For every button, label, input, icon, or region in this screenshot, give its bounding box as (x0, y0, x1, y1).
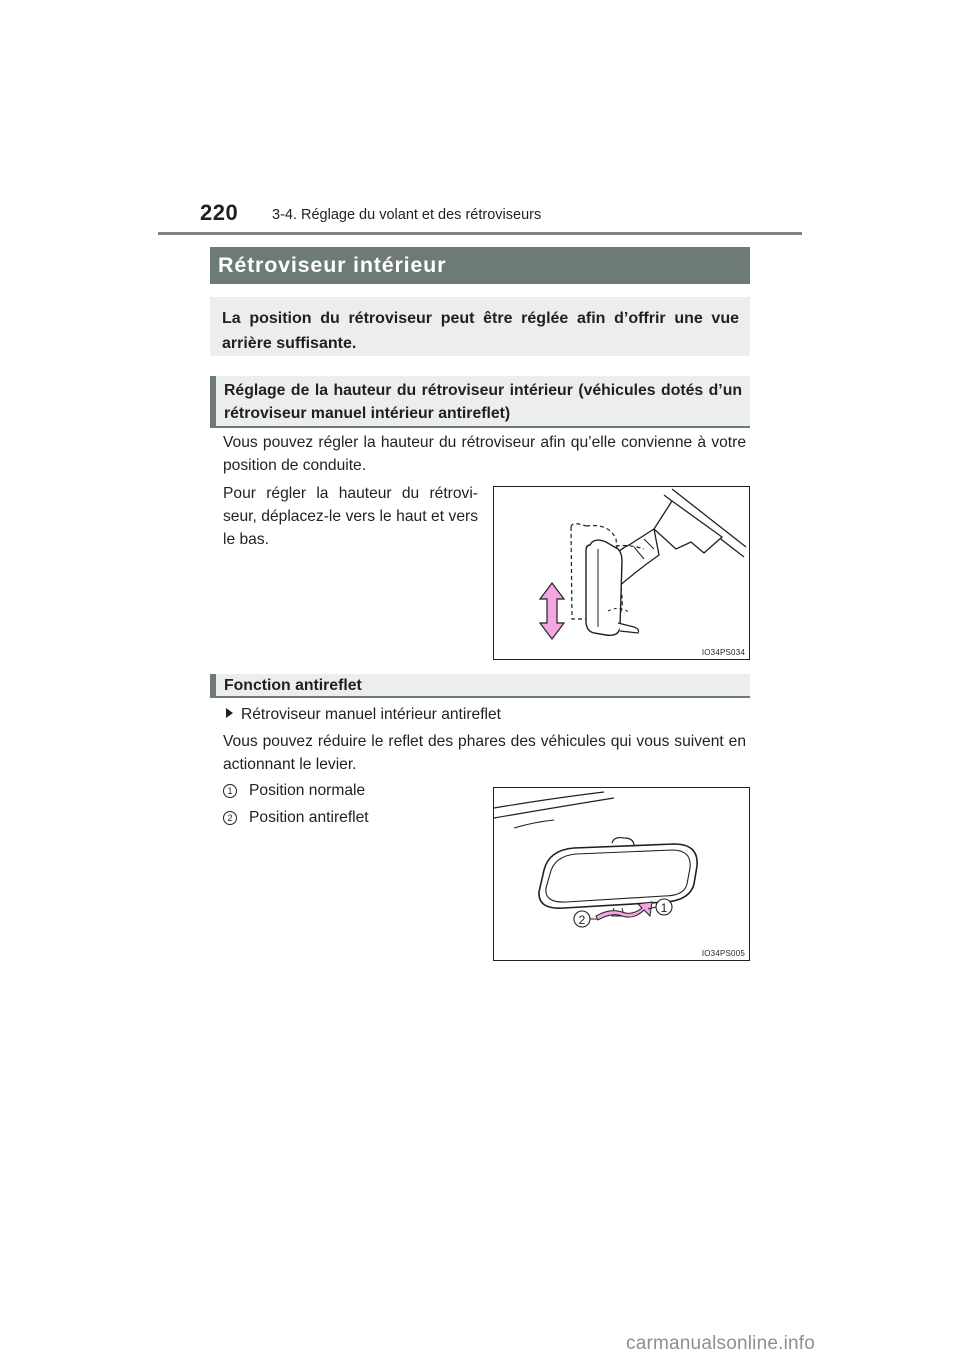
page-number: 220 (200, 200, 239, 225)
numbered-item-1 (223, 780, 365, 802)
bullet-text: Rétroviseur manuel intérieur antireflet (241, 706, 502, 723)
subsection-heading-antiglare (210, 674, 750, 696)
callout-2: 2 (578, 913, 586, 927)
watermark: carmanualsonline.info (626, 1333, 816, 1354)
numbered-item-label: Position normale (249, 782, 366, 799)
number-badge: 1 (223, 784, 237, 798)
bullet-item (226, 704, 501, 726)
paragraph-height-instructions: Pour régler la hauteur du rétrovi-seur, déplacez-le vers le haut et vers le bas. (223, 485, 478, 548)
antiglare-illustration (494, 788, 749, 960)
mirror-height-figure (493, 486, 750, 660)
subsection-divider (210, 426, 750, 428)
figure-code: IO34PS005 (701, 949, 745, 958)
subsection-heading-text: Réglage de la hauteur du rétroviseur intérieur (véhicules dotés d’un rétroviseur manuel intérieur antireflet) (224, 382, 742, 422)
mirror-height-illustration (494, 487, 749, 659)
section-title: Rétroviseur intérieur (210, 247, 750, 284)
paragraph-antiglare: Vous pouvez réduire le reflet des phares des véhicules qui vous suivent en actionnant le levier. (223, 733, 746, 773)
intro-text: La position du rétroviseur peut être réglée afin d’offrir une vue arrière suffisante. (222, 310, 739, 352)
figure-code: IO34PS034 (701, 648, 745, 657)
triangle-bullet-icon (226, 708, 233, 718)
callout-1: 1 (660, 901, 668, 915)
subsection-divider-antiglare (210, 696, 750, 698)
number-badge: 2 (223, 811, 237, 825)
numbered-item-label: Position antireflet (249, 809, 369, 826)
chapter-title: 3-4. Réglage du volant et des rétroviseurs (272, 207, 542, 223)
subsection-heading-height (210, 376, 750, 426)
numbered-item-2 (223, 807, 369, 829)
intro-box (210, 297, 750, 356)
paragraph-height-intro: Vous pouvez régler la hauteur du rétroviseur afin qu’elle convienne à votre position de conduite. (223, 434, 746, 474)
header-divider (158, 232, 802, 235)
antiglare-figure (493, 787, 750, 961)
subsection-heading-antiglare-text: Fonction antireflet (224, 677, 362, 694)
